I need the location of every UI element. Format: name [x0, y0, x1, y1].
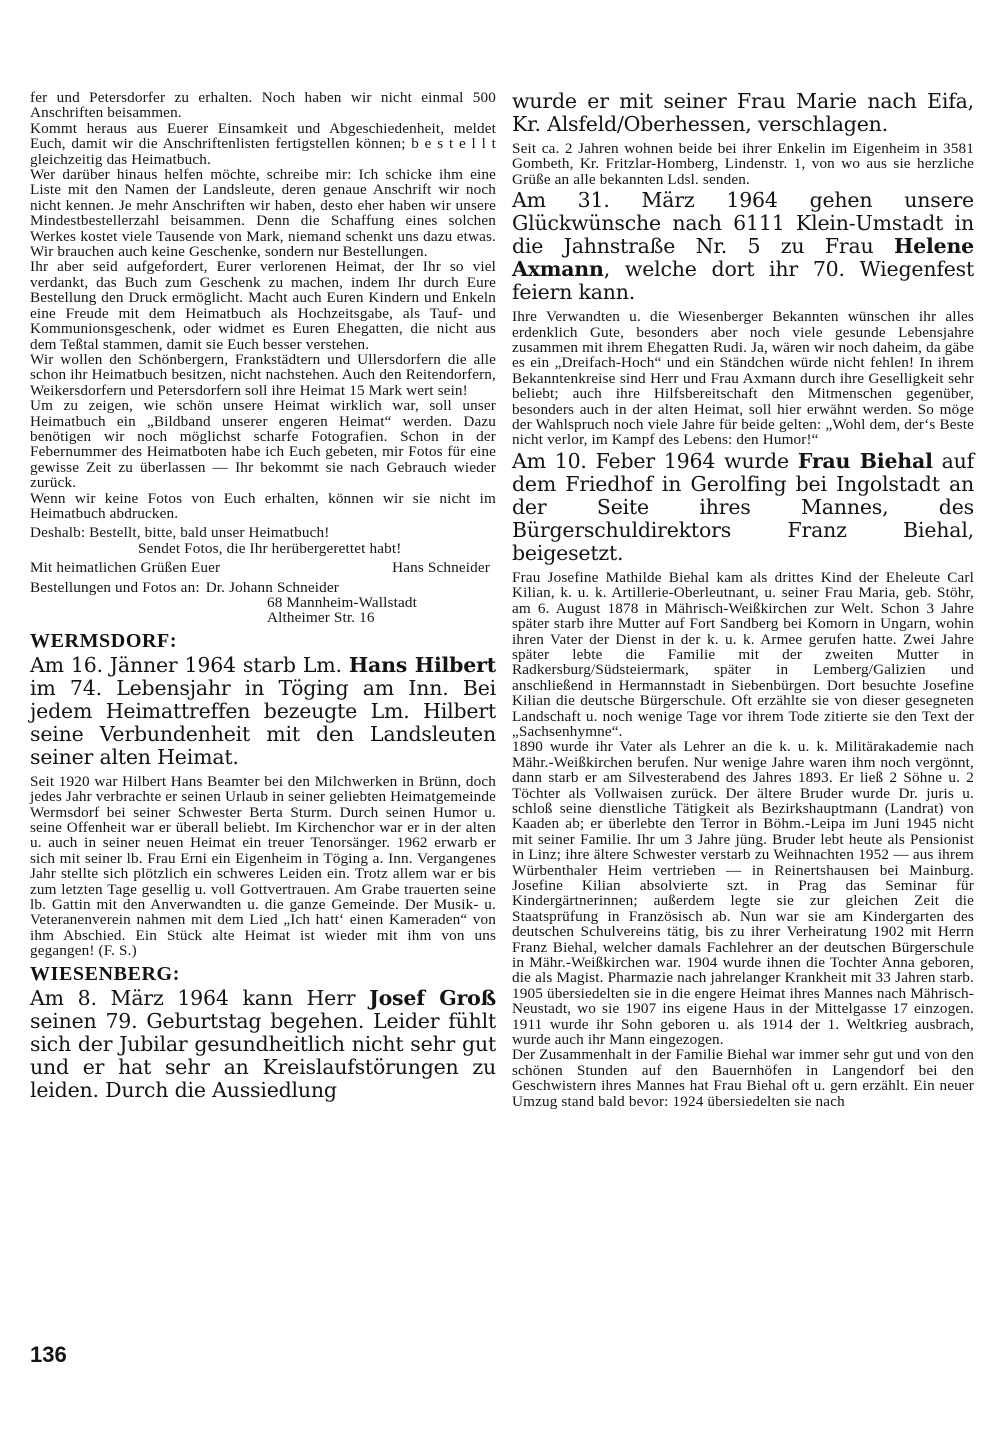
address-line: 68 Mannheim-Wallstadt	[267, 594, 417, 611]
paragraph: Ihre Verwandten u. die Wiesenberger Bekannten wünschen ihr alles erdenklich Gute, besonders aber noch viele gesunde Lebensjahre zusammen mit ihrem Ehegatten Rudi. Ja, wären wir noch daheim, da gäbe es ein „Dreifach-Hoch“ und ein Ständchen würde nicht fehlen! In ihrem Bekanntenkreise sind Herr und Frau Axmann durch ihre Geselligkeit sehr beliebt; auch ihre Hilfsbereitschaft den Mitmenschen gegenüber, besonders auch in der alten Heimat, soll hier erwähnt werden. So möge der Wahlspruch noch viele Jahre für beide gelten: „Wohl dem, der‘s Beste nicht verlor, im Kampf des Lebens: den Humor!“	[512, 308, 974, 449]
section-heading-wiesenberg: WIESENBERG:	[30, 962, 180, 985]
paragraph: Wir wollen den Schönbergern, Frankstädtern und Ullersdorfern die alle schon ihr Heimatbuch besitzen, nicht nachstehen. Auch den Reitendorfern, Weikersdorfern und Petersdorfern soll ihre Heimat 15 Mark wert sein!	[30, 350, 496, 399]
person-name: Hans Hilbert	[348, 652, 496, 677]
page-number: 136	[30, 1342, 67, 1367]
paragraph: Wer darüber hinaus helfen möchte, schreibe mir: Ich schicke ihm eine Liste mit den Namen der Landsleute, deren genaue Anschrift wir noch nicht kennen. Je mehr Anschriften wir haben, desto eher haben wir unsere Mindestbestellerzahl beisammen. Denn die Schaffung eines solchen Werkes kostet viele Tausende von Mark, niemand schenkt uns dazu etwas. Wir brauchen auch keine Geschenke, sondern nur Bestellungen.	[30, 166, 496, 261]
deshalb-line-2: Sendet Fotos, die Ihr herübergerettet habt!	[138, 539, 402, 557]
paragraph: Der Zusammenhalt in der Familie Biehal war immer sehr gut und von den schönen Stunden auf den Bauernhöfen in Langendorf bei den Geschwistern ihres Mannes hat Frau Biehal oft u. gern erzählt. Ein neuer Umzug stand bald bevor: 1924 übersiedelten sie nach	[512, 1046, 974, 1110]
person-name: Frau Biehal	[797, 448, 933, 473]
lead-paragraph: Am 31. März 1964 gehen unsere Glückwünsche nach 6111 Klein-Umstadt in die Jahnstraße Nr. 5 zu Frau Helene Axmann, welche dort ihr 70. Wiegenfest feiern kann.	[512, 188, 974, 305]
paragraph: Kommt heraus aus Euerer Einsamkeit und Abgeschiedenheit, meldet Euch, damit wir die Anschriftenlisten fertigstellen können; b e s t e l l t gleichzeitig das Heimatbuch.	[30, 119, 496, 168]
orders-row	[30, 580, 496, 595]
paragraph: Ihr aber seid aufgefordert, Eurer verlorenen Heimat, der Ihr so viel verdankt, das Buch zum Geschenk zu machen, indem Ihr durch Eure Bestellung den Druck ermöglicht. Macht auch Euren Kindern und Enkeln eine Freude mit dem Heimatbuch als Hochzeitsgabe, als Tauf- und Kommunionsgeschenk, oder widmet es Euren Ehegatten, die nicht aus dem Teßtal stammen, damit sie Euch besser verstehen.	[30, 258, 496, 353]
paragraph: Um zu zeigen, wie schön unsere Heimat wirklich war, soll unser Heimatbuch ein „Bildband unserer engeren Heimat“ werden. Dazu benötigen wir noch möglichst scharfe Fotografien. Schon in der Febernummer des Heimatboten habe ich Euch gebeten, mir Fotos für eine gewisse Zeit zu überlassen — Ihr bekommt sie nach Gebrauch wieder zurück.	[30, 397, 496, 492]
orders-label: Bestellungen und Fotos an:	[30, 578, 200, 596]
paragraph: fer und Petersdorfer zu erhalten. Noch haben wir nicht einmal 500 Anschriften beisammen.	[30, 89, 496, 122]
paragraph: Seit ca. 2 Jahren wohnen beide bei ihrer Enkelin im Eigenheim in 3581 Gombeth, Kr. Fritzlar-Homberg, Lindenstr. 1, von wo aus sie herzliche Grüße an alle bekannten Ldsl. senden.	[512, 140, 974, 188]
greeting: Mit heimatlichen Grüßen Euer	[30, 559, 221, 577]
lead-paragraph: Am 10. Feber 1964 wurde Frau Biehal auf dem Friedhof in Gerolfing bei Ingolstadt an der Seite ihres Mannes, des Bürgerschuldirektors Franz Biehal, beigesetzt.	[512, 448, 974, 565]
signer-name: Hans Schneider	[392, 559, 490, 577]
paragraph: Frau Josefine Mathilde Biehal kam als drittes Kind der Eheleute Carl Kilian, k. u. k. Artillerie-Oberleutnant, u. seiner Frau Maria, geb. Stöhr, am 6. August 1878 in Mährisch-Weißkirchen zur Welt. Schon 3 Jahre später starb ihre Mutter auf Fort Sandberg bei Komorn in Ungarn, wohin ihren Vater der Dienst in der k. u. k. Armee gerufen hatte. Zwei Jahre später lebte die Familie mit der zweiten Mutter in Radkersburg/Südsteiermark, später in Lemberg/Galizien und anschließend in Hermannstadt in Siebenbürgen. Dort besuchte Josefine Kilian die deutsche Bürgerschule. Oft erzählte sie von dieser gesegneten Landschaft u. noch wenige Tage vor ihrem Tode zitierte sie den Text der „Sachsenhymne“.	[512, 568, 974, 740]
left-column	[30, 90, 496, 1107]
deshalb-line-1: Deshalb: Bestellt, bitte, bald unser Heimatbuch!	[30, 524, 330, 542]
section-heading-wermsdorf: WERMSDORF:	[30, 629, 178, 652]
lead-paragraph: Am 16. Jänner 1964 starb Lm. Hans Hilbert im 74. Lebensjahr in Töging am Inn. Bei jedem Heimattreffen bezeugte Lm. Hilbert seine Verbundenheit mit den Landsleuten seiner alten Heimat.	[30, 652, 496, 769]
lead-paragraph: Am 8. März 1964 kann Herr Josef Groß seinen 79. Geburtstag begehen. Leider fühlt sich der Jubilar gesundheitlich nicht sehr gut und er hat sehr an Kreislaufstörungen zu leiden. Durch die Aussiedlung	[30, 985, 497, 1102]
paragraph: Seit 1920 war Hilbert Hans Beamter bei den Milchwerken in Brünn, doch jedes Jahr verbrachte er seinen Urlaub in seiner geliebten Heimatgemeinde Wermsdorf bei seiner Schwester Berta Sturm. Durch seinen Humor u. seine Offenheit war er überall beliebt. Im Kirchenchor war er in der alten u. auch in seiner neuen Heimat ein treuer Tenorsänger. 1962 erwarb er sich mit seiner lb. Frau Erni ein Eigenheim in Töging a. Inn. Vergangenes Jahr stellte sich plötzlich ein schweres Leiden ein. Trotz allem war er bis zum letzten Tage gesellig u. voll Gottvertrauen. Am Grabe trauerten seine lb. Gattin mit den Anverwandten u. die ganze Gemeinde. Der Musik- u. Veteranenverein nahmen mit dem Lied „Ich hatt‘ einen Kameraden“ von ihm Abschied. Ein Stück alte Heimat ist wieder mit ihm von uns gegangen! (F. S.)	[30, 772, 496, 960]
orders-name: Dr. Johann Schneider	[205, 578, 340, 596]
greeting-row	[30, 560, 496, 575]
address-line: Altheimer Str. 16	[267, 609, 375, 627]
paragraph: 1890 wurde ihr Vater als Lehrer an die k. u. k. Militärakademie nach Mähr.-Weißkirchen berufen. Nur wenige Jahre waren ihm noch vergönnt, dann starb er am Silvesterabend des Jahres 1893. Er ließ 2 Söhne u. 2 Töchter als Vollwaisen zurück. Der ältere Bruder wurde Dr. juris u. schloß seine dienstliche Tätigkeit als Bezirkshauptmann (Landrat) von Kaaden ab; er überlebte den Terror in Böhm.-Leipa im Juni 1945 nicht mit seiner Familie. Ihr um 3 Jahre jüng. Bruder lebt heute als Pensionist in Linz; ihre ältere Schwester verstarb zu Weihnachten 1952 — aus ihrem Würbenthaler Heim vertrieben — in Reinertshausen bei Mainburg. Josefine Kilian absolvierte szt. in Prag das Seminar für Kindergärtnerinnen; außerdem legte sie zur gleichen Zeit die Staatsprüfung in Französisch ab. Nun war sie am Kindergarten des deutschen Schulvereins tätig, bis zu ihrer Verheiratung 1902 mit Herrn Franz Biehal, welcher damals Fachlehrer an der deutschen Bürgerschule in Mähr.-Weißkirchen war. 1904 wurde ihnen die Tochter Anna geboren, die als Magist. Pharmazie nach jahrelanger Krankheit mit 33 Jahren starb. 1905 übersiedelten sie in die engere Heimat ihres Mannes nach Mährisch-Neustadt, wo sie 1907 ins eigene Haus in der Mittelgasse 17 einzogen. 1911 wurde ihr Sohn geboren u. als 1914 der 1. Weltkrieg ausbrach, wurde auch ihr Mann eingezogen.	[512, 738, 974, 1049]
right-column	[512, 90, 974, 1109]
person-name: Helene Axmann	[512, 234, 974, 282]
person-name: Josef Groß	[369, 985, 497, 1010]
paragraph: Wenn wir keine Fotos von Euch erhalten, können wir sie nicht im Heimatbuch abdrucken.	[30, 489, 496, 522]
lead-paragraph: wurde er mit seiner Frau Marie nach Eifa, Kr. Alsfeld/Oberhessen, verschlagen.	[512, 89, 974, 136]
